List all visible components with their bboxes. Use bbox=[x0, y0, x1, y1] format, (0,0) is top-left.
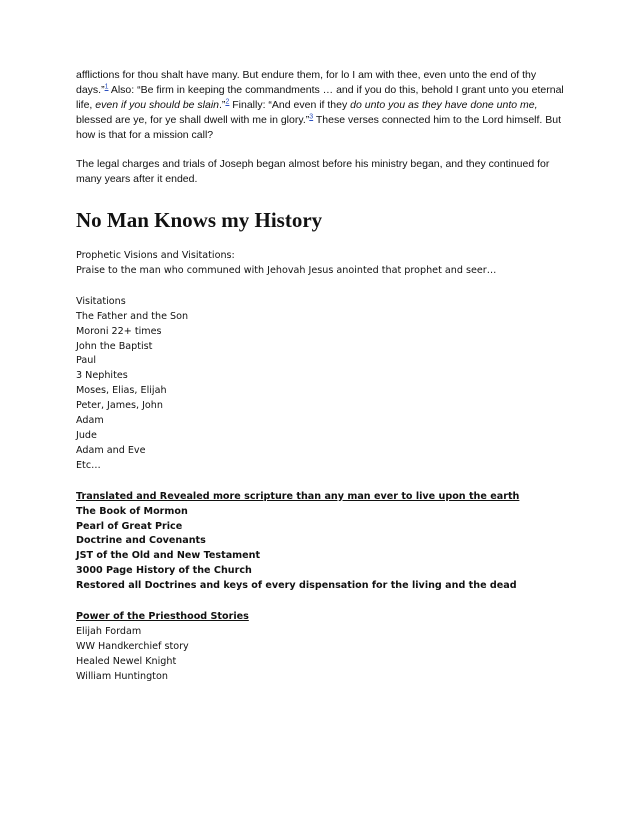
footnote-ref-2[interactable]: 2 bbox=[225, 98, 230, 106]
intro-line-2: Praise to the man who communed with Jehovah Jesus anointed that prophet and seer… bbox=[76, 264, 497, 276]
list-item: JST of the Old and New Testament bbox=[76, 550, 261, 562]
list-item: William Huntington bbox=[76, 670, 168, 682]
list-item: Elijah Fordam bbox=[76, 625, 142, 637]
quote-text-1: afflictions for thou shalt have many. But endure them, for lo I am with thee, even unto the end of thy days.” bbox=[76, 69, 537, 96]
section-heading: No Man Knows my History bbox=[76, 208, 323, 232]
list-item: Healed Newel Knight bbox=[76, 655, 177, 667]
list-item: Doctrine and Covenants bbox=[76, 535, 206, 547]
scripture-list bbox=[76, 490, 566, 594]
intro-block bbox=[76, 249, 566, 279]
paragraph-scripture-quotes: afflictions for thou shalt have many. But endure them, for lo I am with thee, even unto the end of thy days.”$^1$ Also: “Be firm in keeping the commandments … and if you do this, behold I grant unto you eternal life, even if you should be slain.”$^2$ Finally: “And even if they do unto you as they have done unto me, blessed are ye, for ye shall dwell with me in glory.”$^3$ These verses connected him to the Lord himself. But how is that for a mission call? bbox=[76, 69, 564, 141]
quote-italic-2: do unto you as they have done unto me, bbox=[350, 99, 538, 111]
list-item: Moses, Elias, Elijah bbox=[76, 385, 167, 397]
list-item: 3 Nephites bbox=[76, 370, 128, 382]
intro-line-1: Prophetic Visions and Visitations: bbox=[76, 250, 235, 261]
priesthood-list bbox=[76, 610, 566, 685]
list-item: The Father and the Son bbox=[76, 310, 189, 322]
paragraph-legal-charges: The legal charges and trials of Joseph began almost before his ministry began, and they continued for many years after it ended. bbox=[76, 158, 550, 185]
quote-text-4: blessed are ye, for ye shall dwell with me in glory.” bbox=[76, 114, 310, 126]
quote-text-5: These verses connected him to the Lord himself. But how is that for a mission call? bbox=[76, 114, 562, 141]
scripture-title: Translated and Revealed more scripture than any man ever to live upon the earth bbox=[76, 490, 520, 502]
priesthood-title: Power of the Priesthood Stories bbox=[76, 611, 249, 623]
footnote-ref-3[interactable]: 3 bbox=[309, 113, 314, 121]
list-item: Pearl of Great Price bbox=[76, 520, 183, 532]
list-item: Moroni 22+ times bbox=[76, 325, 162, 337]
visitations-list bbox=[76, 295, 566, 474]
list-item: Jude bbox=[76, 429, 97, 441]
visitations-title: Visitations bbox=[76, 295, 126, 307]
quote-italic-1: even if you should be slain bbox=[95, 99, 220, 111]
document-page bbox=[76, 68, 566, 685]
quote-text-3: Finally: “And even if they bbox=[229, 99, 351, 111]
list-item: Peter, James, John bbox=[76, 400, 163, 412]
list-item: Adam and Eve bbox=[76, 444, 146, 456]
list-item: WW Handkerchief story bbox=[76, 640, 189, 652]
footnote-ref-1[interactable]: 1 bbox=[104, 83, 109, 91]
list-item: Etc… bbox=[76, 459, 101, 471]
quote-text-2: Also: “Be firm in keeping the commandments … and if you do this, behold I grant unto you eternal life, bbox=[76, 84, 564, 111]
list-item: 3000 Page History of the Church bbox=[76, 565, 252, 577]
list-item: Paul bbox=[76, 355, 96, 367]
list-item: The Book of Mormon bbox=[76, 505, 188, 517]
list-item: John the Baptist bbox=[76, 340, 153, 352]
list-item: Adam bbox=[76, 415, 104, 427]
list-item: Restored all Doctrines and keys of every dispensation for the living and the dead bbox=[76, 580, 517, 592]
